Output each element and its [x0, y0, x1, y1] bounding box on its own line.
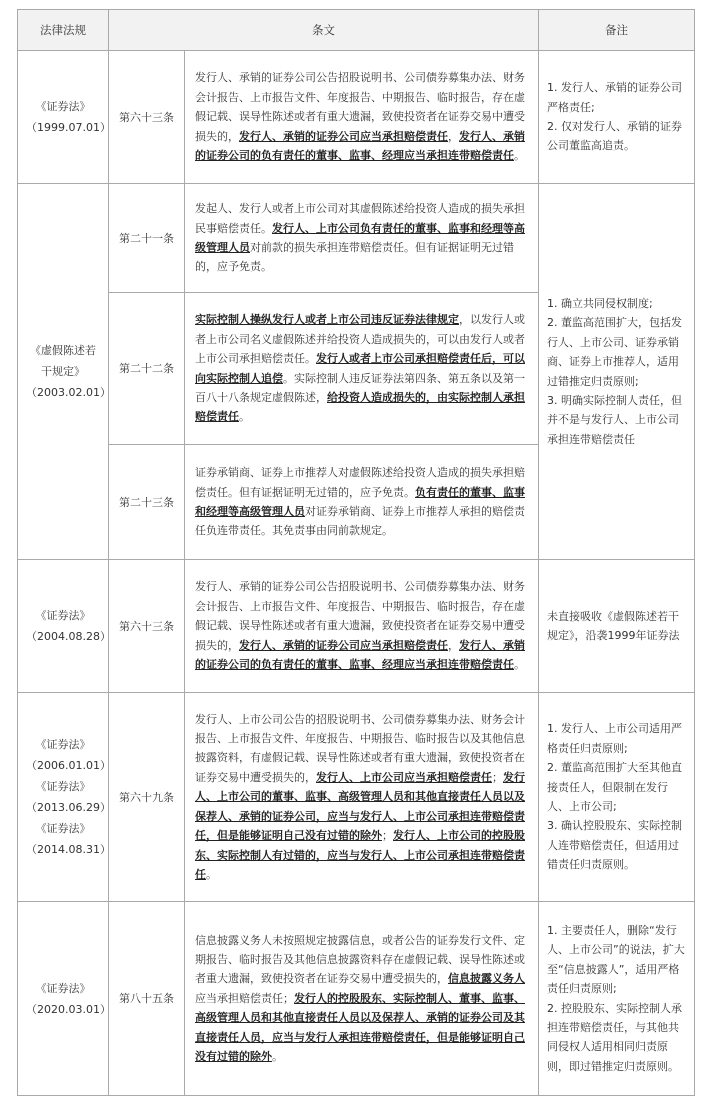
article-number-cell: 第八十五条 — [109, 902, 185, 1096]
highlighted-clause: 发行人、承销的证券公司的负有责任的董事、监事、经理应当承担连带赔偿责任 — [195, 129, 525, 163]
table-header-row — [18, 10, 695, 51]
note-cell — [539, 184, 695, 560]
article-text: 发行人、上市公司公告的招股说明书、公司债券募集办法、财务会计报告、上市报告文件、年度报告、中期报告、临时报告以及其他信息披露资料，有虚假记载、误导性陈述或者有重大遗漏，致使投资者在证券交易中遭受损失的， — [195, 712, 525, 784]
article-text: 发起人、发行人或者上市公司对其虚假陈述给投资人造成的损失承担民事赔偿责任。 — [195, 202, 525, 235]
highlighted-clause: 实际控制人操纵发行人或者上市公司违反证券法律规定 — [195, 313, 459, 327]
highlighted-clause: 发行人、上市公司应当承担赔偿责任 — [316, 770, 492, 784]
highlighted-clause: 发行人、上市公司的董事、监事、高级管理人员和其他直接责任人员以及保荐人、承销的证券公司，应当与发行人、上市公司承担连带赔偿责任，但是能够证明自己没有过错的除外 — [195, 770, 525, 843]
law-name-cell: 《证券法》（2004.08.28） — [18, 560, 109, 693]
law-name-cell: 《证券法》（2006.01.01）《证券法》（2013.06.29）《证券法》（2014.08.31） — [18, 693, 109, 902]
article-number-cell: 第六十九条 — [109, 693, 185, 902]
article-number-cell: 第二十一条 — [109, 184, 185, 293]
table-row — [18, 560, 695, 693]
highlighted-clause: 负有责任的董事、监事和经理等高级管理人员 — [195, 485, 525, 518]
header-note: 备注 — [539, 10, 695, 51]
note-line: 1. 确立共同侵权制度; — [547, 296, 653, 310]
article-text-cell — [185, 693, 539, 902]
highlighted-clause: 发行人的控股股东、实际控制人、董事、监事、高级管理人员和其他直接责任人员以及保荐人、承销的证券公司及其直接责任人员，应当与发行人承担连带赔偿责任，但是能够证明自己没有过错的除外 — [195, 991, 525, 1064]
note-cell — [539, 51, 695, 184]
header-text: 条文 — [109, 10, 539, 51]
article-text: 。实际控制人违反证券法第四条、第五条以及第一百八十八条规定虚假陈述， — [195, 371, 525, 404]
law-name-cell: 《证券法》（2020.03.01） — [18, 902, 109, 1096]
table-row — [18, 693, 695, 902]
note-line: 1. 主要责任人，删除“发行人、上市公司”的说法，扩大至“信息披露人”，适用严格责任归责原则; — [547, 923, 685, 996]
article-text-cell — [185, 560, 539, 693]
article-text: 发行人、承销的证券公司公告招股说明书、公司债券募集办法、财务会计报告、上市报告文件、年度报告、中期报告、临时报告，存在虚假记载、误导性陈述或者有重大遗漏，致使投资者在证券交易中遭受损失的， — [195, 580, 525, 652]
article-text: 信息披露义务人未按照规定披露信息，或者公告的证券发行文件、定期报告、临时报告及其他信息披露资料存在虚假记载、误导性陈述或者重大遗漏，致使投资者在证券交易中遭受损失的， — [195, 933, 525, 986]
article-text: ； — [492, 770, 503, 784]
highlighted-clause: 发行人或者上市公司承担赔偿责任后，可以向实际控制人追偿 — [195, 352, 525, 385]
article-text: ； — [382, 829, 393, 843]
table-row — [18, 184, 695, 293]
article-number-cell: 第二十三条 — [109, 445, 185, 560]
article-text: 。 — [514, 149, 525, 163]
law-table — [17, 9, 695, 1096]
law-name-cell: 《证券法》（1999.07.01） — [18, 51, 109, 184]
article-text: ， — [448, 638, 459, 652]
note-line: 1. 发行人、上市公司适用严格责任归责原则; — [547, 722, 682, 755]
header-law: 法律法规 — [18, 10, 109, 51]
article-text: 。 — [514, 658, 525, 672]
note-cell — [539, 693, 695, 902]
highlighted-clause: 发行人、承销的证券公司应当承担赔偿责任 — [239, 638, 448, 652]
article-text-cell — [185, 445, 539, 560]
highlighted-clause: 发行人、上市公司负有责任的董事、监事和经理等高级管理人员 — [195, 221, 525, 254]
article-text: 发行人、承销的证券公司公告招股说明书、公司债券募集办法、财务会计报告、上市报告文件、年度报告、中期报告、临时报告，存在虚假记载、误导性陈述或者有重大遗漏，致使投资者在证券交易中遭受损失的， — [195, 71, 525, 143]
article-text-cell — [185, 293, 539, 445]
article-text: 。 — [239, 410, 250, 424]
article-text-cell — [185, 51, 539, 184]
note-line: 2. 董监高范围扩大至其他直接责任人，但限制在发行人、上市公司; — [547, 761, 682, 813]
note-line: 1. 发行人、承销的证券公司严格责任; — [547, 81, 682, 114]
article-text-cell — [185, 184, 539, 293]
note-cell — [539, 902, 695, 1096]
note-line: 2. 仅对发行人、承销的证券公司董监高追责。 — [547, 120, 682, 153]
article-text: 证券承销商、证券上市推荐人对虚假陈述给投资人造成的损失承担赔偿责任。但有证据证明无过错的，应予免责。 — [195, 466, 525, 499]
article-text: 。 — [206, 867, 217, 881]
article-text-cell — [185, 902, 539, 1096]
article-text: ， — [448, 129, 459, 143]
note-line: 未直接吸收《虚假陈述若干规定》，沿袭1999年证券法 — [547, 609, 680, 642]
article-number-cell: 第六十三条 — [109, 560, 185, 693]
highlighted-clause: 发行人、承销的证券公司应当承担赔偿责任 — [239, 129, 448, 143]
page — [17, 9, 694, 1096]
note-cell — [539, 560, 695, 693]
article-text: 应当承担赔偿责任； — [195, 991, 294, 1005]
table-row — [18, 51, 695, 184]
article-text: ，以发行人或者上市公司名义虚假陈述并给投资人造成损失的，可以由发行人或者上市公司承担赔偿责任。 — [195, 313, 525, 366]
highlighted-clause: 发行人、上市公司的控股股东、实际控制人有过错的，应当与发行人、上市公司承担连带赔偿责任 — [195, 829, 525, 881]
law-name-cell: 《虚假陈述若干规定》（2003.02.01） — [18, 184, 109, 560]
note-line: 2. 董监高范围扩大，包括发行人、上市公司、证券承销商、证券上市推荐人，适用过错推定归责原则; — [547, 316, 682, 388]
article-number-cell: 第二十二条 — [109, 293, 185, 445]
article-text: 对证券承销商、证券上市推荐人承担的赔偿责任负连带责任。其免责事由同前款规定。 — [195, 505, 525, 538]
article-text: 对前款的损失承担连带赔偿责任。但有证据证明无过错的，应予免责。 — [195, 241, 514, 274]
article-text: 。 — [272, 1050, 283, 1064]
highlighted-clause: 给投资人造成损失的，由实际控制人承担赔偿责任 — [195, 390, 525, 424]
table-body — [18, 51, 695, 1096]
note-line: 3. 确认控股股东、实际控制人连带赔偿责任，但适用过错责任归责原则。 — [547, 819, 682, 872]
table-row — [18, 902, 695, 1096]
note-line: 2. 控股股东、实际控制人承担连带赔偿责任，与其他共同侵权人适用相同归责原则，即过错推定归责原则。 — [547, 1001, 682, 1073]
note-line: 3. 明确实际控制人责任，但并不是与发行人、上市公司承担连带赔偿责任 — [547, 393, 682, 446]
article-number-cell: 第六十三条 — [109, 51, 185, 184]
highlighted-clause: 发行人、承销的证券公司的负有责任的董事、监事、经理应当承担连带赔偿责任 — [195, 638, 525, 672]
highlighted-clause: 信息披露义务人 — [448, 972, 525, 986]
